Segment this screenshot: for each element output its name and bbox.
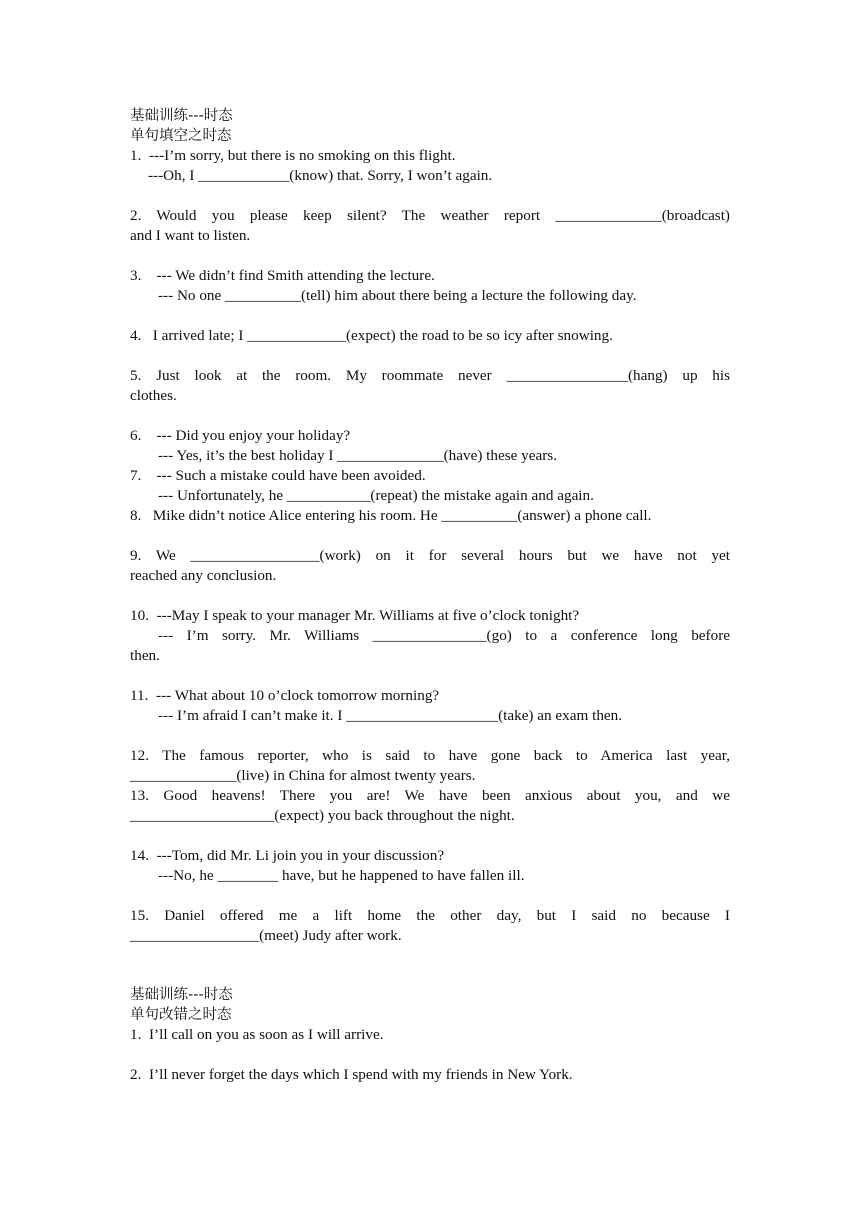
section2-subtitle: 单句改错之时态 xyxy=(130,1007,232,1023)
section2-title: 基础训练---时态 xyxy=(130,987,233,1003)
question-9-line-2: reached any conclusion. xyxy=(130,567,277,584)
question-1-line-2: ---Oh, I ____________(know) that. Sorry, I won’t again. xyxy=(148,167,493,184)
question-10-line-3: then. xyxy=(130,647,160,664)
correction-2: 2. I’ll never forget the days which I spend with my friends in New York. xyxy=(130,1066,573,1083)
question-14-line-2: ---No, he ________ have, but he happened to have fallen ill. xyxy=(158,867,525,884)
question-12-line-2: ______________(live) in China for almost twenty years. xyxy=(130,767,476,784)
question-11-line-2: --- I’m afraid I can’t make it. I ____________________(take) an exam then. xyxy=(158,707,623,724)
question-15-line-1: 15. Daniel offered me a lift home the other day, but I said no because I xyxy=(130,907,730,924)
section1-title: 基础训练---时态 xyxy=(130,108,233,124)
question-1-line-1: 1. ---I’m sorry, but there is no smoking on this flight. xyxy=(130,147,456,164)
question-15-line-2: _________________(meet) Judy after work. xyxy=(130,927,402,944)
question-13-line-1: 13. Good heavens! There you are! We have been anxious about you, and we xyxy=(130,787,730,804)
question-3-line-2: --- No one __________(tell) him about there being a lecture the following day. xyxy=(158,287,637,304)
question-10-line-1: 10. ---May I speak to your manager Mr. Williams at five o’clock tonight? xyxy=(130,607,580,624)
question-11-line-1: 11. --- What about 10 o’clock tomorrow morning? xyxy=(130,687,440,704)
correction-1: 1. I’ll call on you as soon as I will arrive. xyxy=(130,1026,384,1043)
question-3-line-1: 3. --- We didn’t find Smith attending the lecture. xyxy=(130,267,435,284)
question-9-line-1: 9. We _________________(work) on it for several hours but we have not yet xyxy=(130,547,730,564)
question-5-line-1: 5. Just look at the room. My roommate never ________________(hang) up his xyxy=(130,367,730,384)
section1-subtitle: 单句填空之时态 xyxy=(130,128,232,144)
document-body xyxy=(130,106,730,1085)
question-7-line-1: 7. --- Such a mistake could have been avoided. xyxy=(130,467,426,484)
question-8: 8. Mike didn’t notice Alice entering his room. He __________(answer) a phone call. xyxy=(130,507,652,524)
question-2-line-2: and I want to listen. xyxy=(130,227,251,244)
question-12-line-1: 12. The famous reporter, who is said to have gone back to America last year, xyxy=(130,747,730,764)
question-5-line-2: clothes. xyxy=(130,387,177,404)
question-2-line-1: 2. Would you please keep silent? The weather report ______________(broadcast) xyxy=(130,207,730,224)
question-10-line-2: --- I’m sorry. Mr. Williams _______________(go) to a conference long before xyxy=(158,627,730,644)
question-7-line-2: --- Unfortunately, he ___________(repeat) the mistake again and again. xyxy=(158,487,594,504)
question-6-line-1: 6. --- Did you enjoy your holiday? xyxy=(130,427,351,444)
question-13-line-2: ___________________(expect) you back throughout the night. xyxy=(130,807,515,824)
question-4: 4. I arrived late; I _____________(expect) the road to be so icy after snowing. xyxy=(130,327,613,344)
question-6-line-2: --- Yes, it’s the best holiday I ______________(have) these years. xyxy=(158,447,558,464)
question-14-line-1: 14. ---Tom, did Mr. Li join you in your discussion? xyxy=(130,847,445,864)
